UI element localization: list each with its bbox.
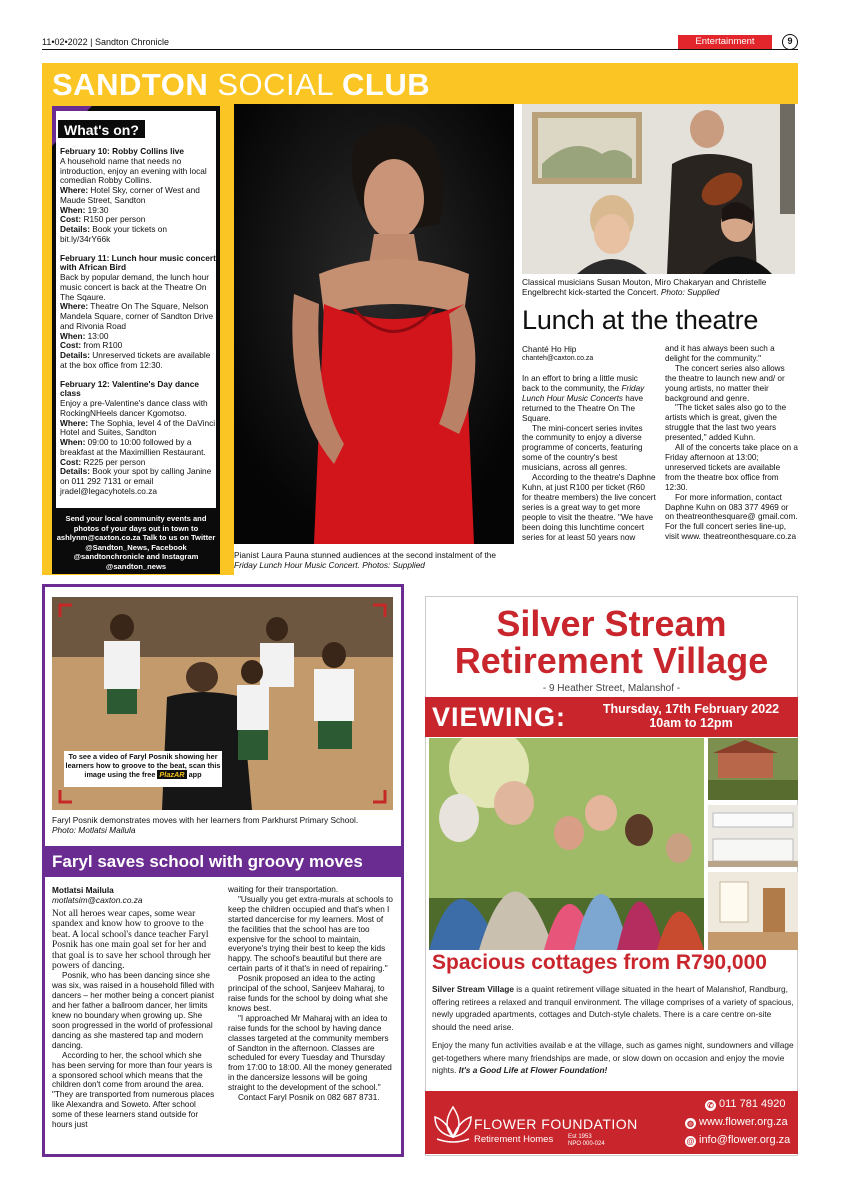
laura-pauna-photo xyxy=(234,104,514,544)
lunch-byline: Chanté Ho Hip xyxy=(522,344,577,354)
faryl-column-1: Not all heroes wear capes, some wear spandex and know how to groove to the beat. A local school's dance teacher Faryl Posnik has one main goal set for her and that goal is to save her school through her powers of dancing. Posnik, who has been dancing since she was six, was raised in a household filled with dancers – her mother being a concert pianist and her father a ballroom dancer, her limits knew no boundary when growing up. She soon progressed in the world of professional dancing as she mastered tap and modern dancing. According to her, the school which she has been serving for more than four years is a sponsored school which means that the children don't come from around the area. "They are transported from numerous places like Alexandra and Soweto. After school some of these learners stand outside for hours just xyxy=(52,909,215,1130)
lotus-flower-icon xyxy=(431,1101,475,1145)
kitchen-image xyxy=(708,805,798,867)
at-icon: @ xyxy=(686,1137,695,1146)
ad-activities: Enjoy the many fun activities availab e at the village, such as games night, sundowners and village get-togethers where many friendships are made, or slow down on occasion and enjoy the movie nights. It's a Good Life at Flower Foundation! xyxy=(432,1040,794,1075)
village-exterior-thumbnail xyxy=(708,738,798,800)
lunch-column-1: In an effort to bring a little music back to the community, the Friday Lunch Hour Music Concerts have returned to the Theatre On The Square. The mini-concert series invites the community to enjoy a diverse programme of concerts, featuring some of the country's best musicians, across all genres. According to the theatre's Daphne Kuhn, at just R100 per ticket (R60 for theatre members) the live concert series is a great way to get more people to visit the theatre. "We have been doing this lunchtime concert series for at least 50 years now xyxy=(522,374,656,542)
header-rule xyxy=(42,49,798,50)
cottages-price: Spacious cottages from R790,000 xyxy=(432,951,767,974)
ad-website-link[interactable]: ◍ www.flower.org.za xyxy=(687,1116,788,1128)
village-exterior-image xyxy=(708,738,798,800)
viewing-label: VIEWING: xyxy=(432,702,566,732)
interior-image xyxy=(708,872,798,950)
registration-number: Est 1953 NPO 000-024 xyxy=(568,1134,605,1147)
social-club-title: SANDTON SOCIAL CLUB xyxy=(52,67,431,102)
musicians-photo xyxy=(522,104,795,274)
flower-foundation-name: FLOWER FOUNDATION xyxy=(474,1116,638,1132)
ad-address: - 9 Heather Street, Malanshof - xyxy=(542,683,681,694)
musicians-caption: Classical musicians Susan Mouton, Miro Chakaryan and Christelle Engelbrecht kick-started the Concert. Photo: Supplied xyxy=(522,277,767,297)
lunch-column-2: and it has always been such a delight for the community." The concert series also allows the theatre to launch new and/ or young artists, no matter their background and genre. "The ticket sales also go to the artists which is great, given the struggle that the last two years presented," added Kuhn. All of the concerts take place on a Friday afternoon at 13:00; unreserved tickets are available from the theatre box office from 12:30. For more information, contact Daphne Kuhn on 083 377 4969 or on theatreonthesquare@ gmail.com. For the full concert series line-up, visit www. theatreonthesquare.co.za xyxy=(665,344,798,542)
whats-on-label: What's on? xyxy=(57,119,146,139)
ad-title-line-1: Silver Stream xyxy=(496,603,727,644)
faryl-byline: Motlatsi Mailula motlatsim@caxton.co.za xyxy=(52,885,143,905)
flower-foundation-subtitle: Retirement Homes xyxy=(474,1134,554,1145)
ad-phone[interactable]: ✆ 011 781 4920 xyxy=(705,1098,785,1111)
dateline: 11•02•2022 | Sandton Chronicle xyxy=(42,37,170,47)
faryl-headline: Faryl saves school with groovy moves xyxy=(52,852,363,871)
ad-title-line-2: Retirement Village xyxy=(454,640,769,681)
laura-caption: Pianist Laura Pauna stunned audiences at the second instalment of the Friday Lunch Hour Music Concert. Photos: Supplied xyxy=(234,550,496,570)
ad-email-link[interactable]: @ info@flower.org.za xyxy=(686,1134,791,1146)
section-label: Entertainment xyxy=(678,35,772,49)
woman-in-red-dress-image xyxy=(234,104,514,544)
event-item: February 11: Lunch hour music concert with African Bird Back by popular demand, the lunch hour music concert is back at the Theatre On The Sqaure. Where: Theatre On The Square, Nelson Mandela Square, corner of Sandton Drive and Rivonia Road When: 13:00 Cost: from R100 Details: Unreserved tickets are available at the box office from 12:30. xyxy=(60,252,216,370)
interior-thumbnail xyxy=(708,872,798,950)
events-list xyxy=(60,147,216,506)
ad-description: Silver Stream Village is a quaint retirement village situated in the heart of Malanshof, Randburg, offering retirees a relaxed and tranquil environment. The village comprises of a variety of spacious, newly upgraded apartments, cottages and Dutch-style chalets. There is a care centre on-site should the need arise. xyxy=(432,984,794,1032)
classical-musicians-image xyxy=(522,104,795,274)
lunch-headline: Lunch at the theatre xyxy=(522,305,759,335)
plazar-logo: PlazAR xyxy=(159,770,185,779)
page-number: 9 xyxy=(782,34,798,50)
group-of-seniors-image xyxy=(429,738,704,950)
faryl-column-2: waiting for their transportation. "Usually you get extra-murals at schools to keep the children occupied and that's when I started dancercise for my learners. Most of the facilities that the school has are too expensive for the school to maintain, everyone's trying their best to keep the kids happy. The school's beautiful but there are certain parts of it that's in need of repairing." Posnik proposed an idea to the acting principal of the school, Sanjeev Maharaj, to raise funds for the school by doing what she knows best. "I approached Mr Maharaj with an idea to raise funds for the school by having dance classes targeted at the community members of Sandton in the afternoon. Classes are scheduled for every Tuesday and Thursday from 17:00 to 18:00. All the money generated in the dancersize lessons will be going straight to the development of the school." Contact Faryl Posnik on 082 687 8731. xyxy=(228,885,393,1103)
seniors-photo xyxy=(429,738,704,950)
kitchen-thumbnail xyxy=(708,805,798,867)
phone-icon: ✆ xyxy=(705,1100,716,1111)
plazar-scan-note[interactable]: To see a video of Faryl Posnik showing her learners how to groove to the beat, scan this image using the free PlazAR app xyxy=(64,751,222,787)
submission-note: Send your local community events and photos of your days out in town to ashlynm@caxton.co.za Talk to us on Twitter @Sandton_News, Facebook @sandtonchronicle and Instagram @sandton_news xyxy=(56,514,216,571)
lunch-email: chanteh@caxton.co.za xyxy=(522,355,594,362)
faryl-caption: Faryl Posnik demonstrates moves with her learners from Parkhurst Primary School. Photo: Motlatsi Mailula xyxy=(52,815,359,835)
event-item: February 10: Robby Collins live A household name that needs no introduction, enjoy an evening with local comedian Robby Collins. Where: Hotel Sky, corner of West and Maude Street, Sandton When: 19:30 Cost: R150 per person Details: Book your tickets on bit.ly/34rY66k xyxy=(60,146,207,244)
event-item: February 12: Valentine's Day dance class Enjoy a pre-Valentine's dance class with RockingNHeels dancer Kgomotso. Where: The Sophia, level 4 of the DaVinci Hotel and Suites, Sandton When: 09:00 to 10:00 followed by a breakfast at the Maximillien Restaurant. Cost: R225 per person Details: Book your spot by calling Janine on 011 292 7131 or email jradel@legacyhotels.co.za xyxy=(60,378,216,496)
globe-icon: ◍ xyxy=(685,1118,696,1129)
viewing-date: Thursday, 17th February 2022 10am to 12pm xyxy=(602,702,780,730)
